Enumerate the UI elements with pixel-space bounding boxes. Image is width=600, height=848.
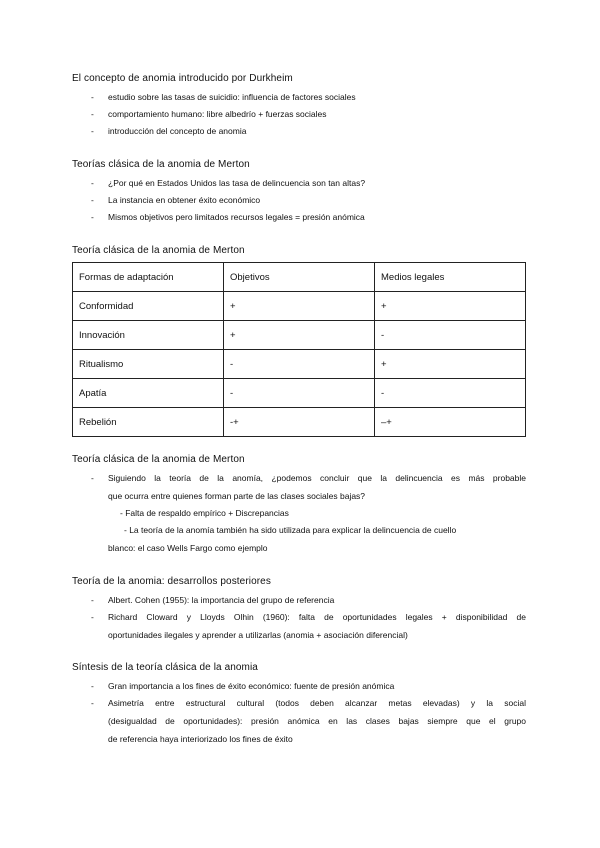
table-cell: Conformidad (73, 292, 224, 321)
table-cell: + (224, 292, 375, 321)
list-item: Albert. Cohen (1955): la importancia del grupo de referencia (108, 595, 335, 605)
list-item: estudio sobre las tasas de suicidio: influencia de factores sociales (108, 92, 356, 102)
bullet-dash: - (91, 612, 94, 622)
bullet-dash: - (91, 126, 94, 136)
table-cell: Rebelión (73, 408, 224, 437)
adaptation-table (72, 262, 526, 437)
table-cell: –+ (375, 408, 526, 437)
sub-item: - La teoría de la anomía también ha sido utilizada para explicar la delincuencia de cuello (124, 525, 457, 535)
list-item: introducción del concepto de anomia (108, 126, 247, 136)
table-cell: - (224, 350, 375, 379)
table-cell: Innovación (73, 321, 224, 350)
table-cell: + (375, 350, 526, 379)
bullet-dash: - (91, 195, 94, 205)
section-heading-developments: Teoría de la anomia: desarrollos posteriores (72, 576, 271, 587)
table-header-cell: Objetivos (224, 263, 375, 292)
table-row (73, 379, 526, 408)
table-cell: -+ (224, 408, 375, 437)
list-item-continuation: oportunidades ilegales y aprender a utilizarlas (anomia + asociación diferencial) (108, 630, 408, 640)
sub-item: - Falta de respaldo empírico + Discrepancias (120, 508, 289, 518)
bullet-dash: - (91, 212, 94, 222)
table-row (73, 408, 526, 437)
list-item-continuation: (desigualdad de oportunidades): presión anómica en las clases bajas siempre que el grupo (108, 716, 526, 726)
table-cell: - (375, 321, 526, 350)
table-row (73, 292, 526, 321)
list-item: Siguiendo la teoría de la anomía, ¿podemos concluir que la delincuencia es más probable (108, 473, 526, 483)
table-header-cell: Formas de adaptación (73, 263, 224, 292)
table-cell: - (375, 379, 526, 408)
list-item: Richard Cloward y Lloyds Olhin (1960): falta de oportunidades legales + disponibilidad de (108, 612, 526, 622)
sub-item-continuation: blanco: el caso Wells Fargo como ejemplo (108, 543, 268, 553)
section-heading-merton: Teorías clásica de la anomia de Merton (72, 159, 250, 170)
table-cell: Ritualismo (73, 350, 224, 379)
table-cell: - (224, 379, 375, 408)
list-item: Asimetría entre estructural cultural (todos deben alcanzar metas elevadas) y la social (108, 698, 526, 708)
table-cell: Apatía (73, 379, 224, 408)
table-header-row (73, 263, 526, 292)
table-cell: + (224, 321, 375, 350)
list-item: Mismos objetivos pero limitados recursos legales = presión anómica (108, 212, 365, 222)
list-item: La instancia en obtener éxito económico (108, 195, 261, 205)
table-row (73, 321, 526, 350)
section-heading-merton-2: Teoría clásica de la anomia de Merton (72, 454, 245, 465)
table-header-cell: Medios legales (375, 263, 526, 292)
bullet-dash: - (91, 109, 94, 119)
list-item: ¿Por qué en Estados Unidos las tasa de delincuencia son tan altas? (108, 178, 366, 188)
list-item: Gran importancia a los fines de éxito económico: fuente de presión anómica (108, 681, 395, 691)
bullet-dash: - (91, 92, 94, 102)
list-item: comportamiento humano: libre albedrío + fuerzas sociales (108, 109, 327, 119)
list-item-continuation: que ocurra entre quienes forman parte de las clases sociales bajas? (108, 491, 366, 501)
table-cell: + (375, 292, 526, 321)
bullet-dash: - (91, 473, 94, 483)
section-heading-table: Teoría clásica de la anomia de Merton (72, 245, 245, 256)
bullet-dash: - (91, 178, 94, 188)
bullet-dash: - (91, 595, 94, 605)
section-heading-durkheim: El concepto de anomia introducido por Durkheim (72, 73, 293, 84)
list-item-continuation: de referencia haya interiorizado los fines de éxito (108, 734, 293, 744)
bullet-dash: - (91, 698, 94, 708)
bullet-dash: - (91, 681, 94, 691)
section-heading-synthesis: Síntesis de la teoría clásica de la anomia (72, 662, 258, 673)
table-row (73, 350, 526, 379)
